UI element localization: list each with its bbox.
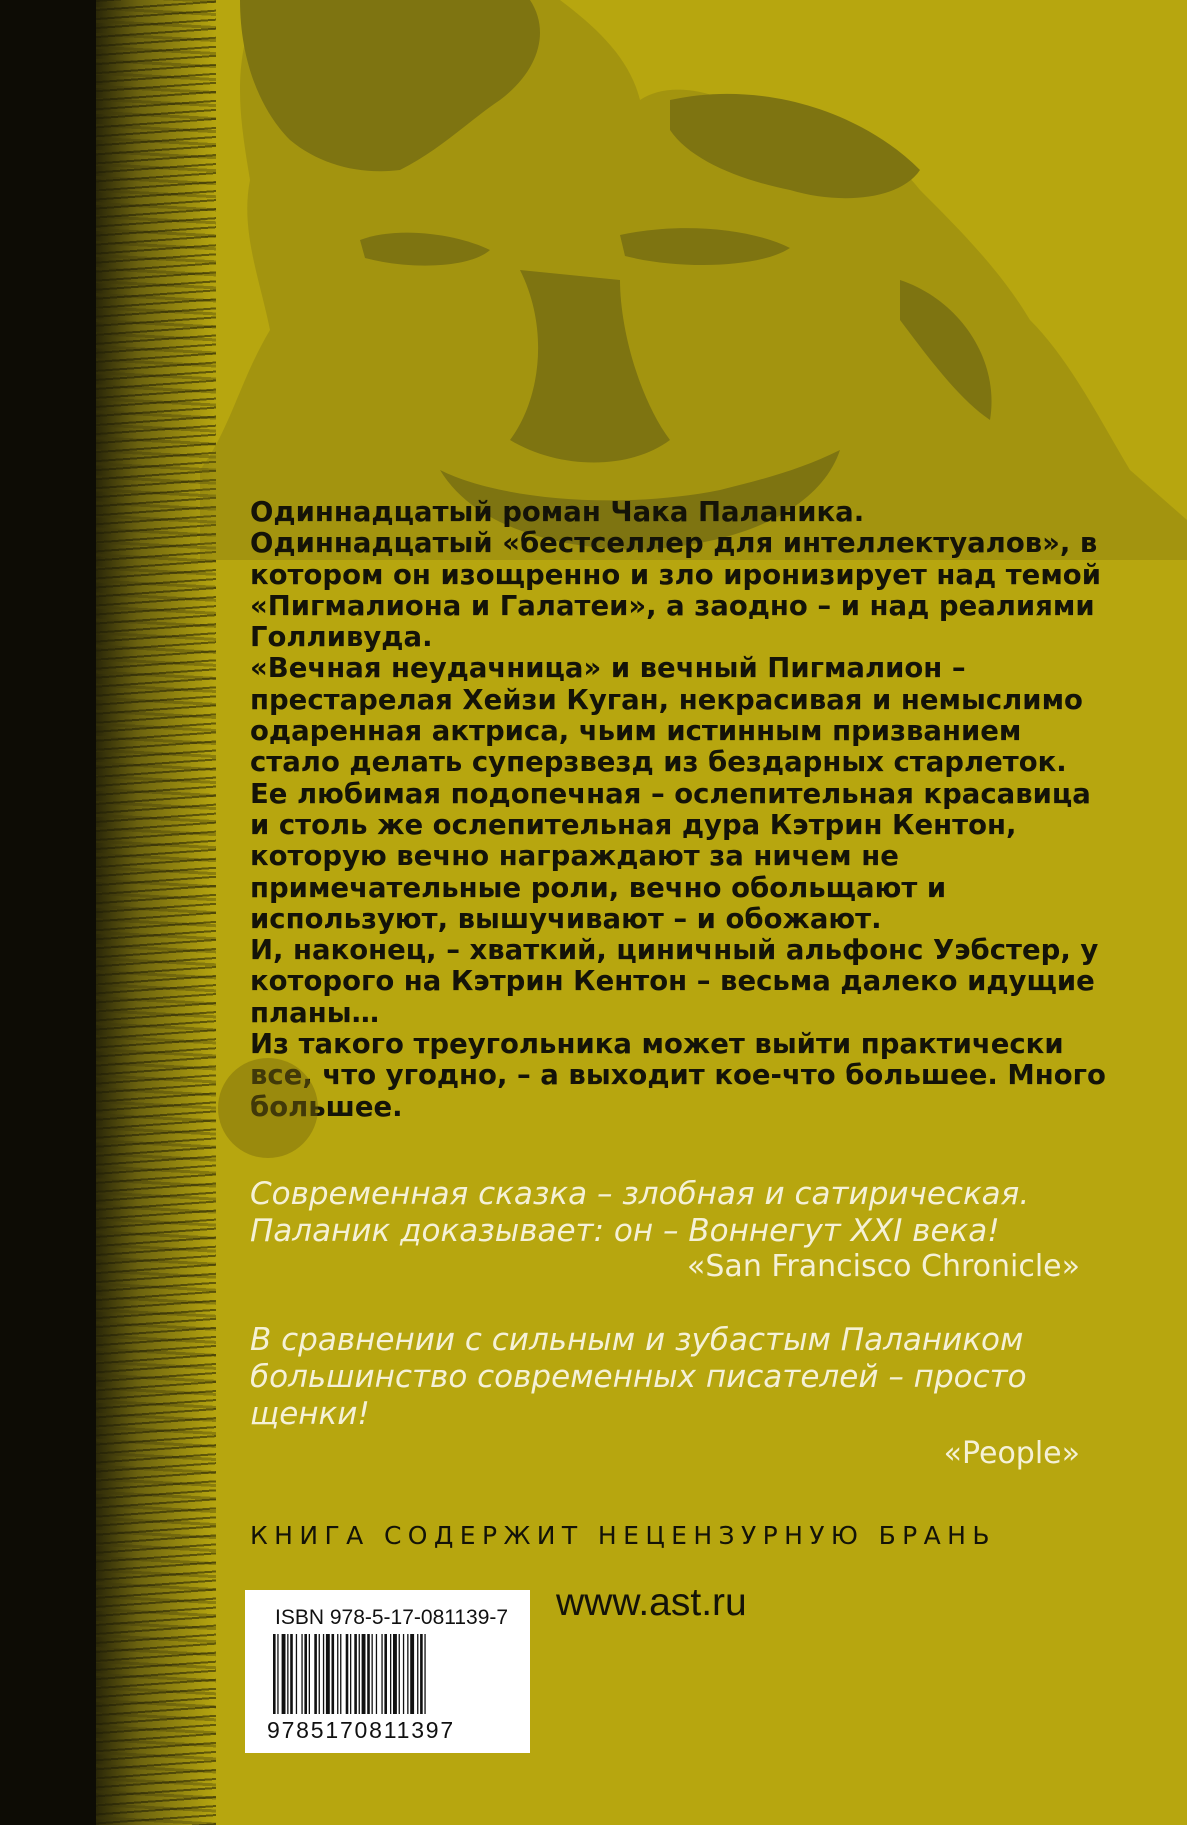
barcode-bar [326,1634,330,1714]
barcode-bar [287,1634,288,1714]
barcode-bar [301,1634,302,1714]
author-portrait [200,0,1187,560]
barcode-number: 9785170811397 [267,1717,455,1743]
barcode-bar [420,1634,423,1714]
barcode-bar [399,1634,400,1714]
barcode-bar [309,1634,310,1714]
barcode-bar [296,1634,297,1714]
quote-source: «San Francisco Chronicle» [687,1249,1080,1284]
barcode-bar [384,1634,387,1714]
review-quote [250,1176,1090,1250]
barcode-bar [393,1634,397,1714]
barcode-bar [367,1634,370,1714]
barcode-bar [403,1634,404,1714]
barcode-bar [354,1634,357,1714]
barcode-bar [372,1634,373,1714]
description-paragraph: Одиннадцатый роман Чака Паланика. [250,496,865,528]
barcode-bar [424,1634,425,1714]
publisher-website: www.ast.ru [556,1581,747,1624]
barcode-bar [376,1634,377,1714]
description-paragraph: Ее любимая подопечная – ослепительная красавица и столь же ослепительная дура Кэтрин Кентон, которую вечно награждают за ничем не примечательные роли, вечно обольщают и используют, вышучивают – и обожают. [250,777,1091,935]
barcode-image [273,1634,501,1714]
description-paragraph: Одиннадцатый «бестселлер для интеллектуалов», в котором он изощренно и зло иронизирует над темой «Пигмалиона и Галатеи», а заодно – и над реалиями Голливуда. [250,527,1101,654]
grunge-texture [96,0,216,1825]
barcode-bar [390,1634,391,1714]
barcode-bar [277,1634,278,1714]
barcode-bar [314,1634,317,1714]
barcode-bar [304,1634,307,1714]
barcode-bar [273,1634,276,1714]
content-warning: КНИГА СОДЕРЖИТ НЕЦЕНЗУРНУЮ БРАНЬ [250,1521,996,1550]
description-paragraph: И, наконец, – хваткий, циничный альфонс Уэбстер, у которого на Кэтрин Кентон – весьма далеко идущие планы… [250,934,1099,1029]
barcode-bar [417,1634,418,1714]
spine-edge [0,0,98,1825]
review-quote [250,1322,1090,1433]
quote-text: Современная сказка – злобная и сатирическая. Паланик доказывает: он – Воннегут XXI века! [250,1176,1030,1249]
quote-text: В сравнении с сильным и зубастым Палаником большинство современных писателей – просто щенки! [250,1322,1027,1432]
barcode-bar [410,1634,414,1714]
quote-source: «People» [943,1436,1080,1471]
barcode-bar [340,1634,341,1714]
book-description [250,497,1110,1123]
barcode-bar [332,1634,335,1714]
decorative-dot [218,1058,318,1158]
barcode-bar [350,1634,351,1714]
barcode-bar [362,1634,366,1714]
barcode-bar [290,1634,293,1714]
isbn-label: ISBN 978-5-17-081139-7 [275,1606,509,1629]
description-paragraph: «Вечная неудачница» и вечный Пигмалион – престарелая Хейзи Куган, некрасивая и немыслимо одаренная актриса, чьим истинным призванием стало делать суперзвезд из бездарных старлеток. [250,652,1083,779]
barcode-bar [346,1634,349,1714]
barcode-bar [282,1634,286,1714]
barcode-bar [337,1634,338,1714]
barcode-bar [359,1634,360,1714]
description-paragraph: Из такого треугольника может выйти практически все, что угодно, – а выходит кое-что большее. Много большее. [250,1028,1106,1123]
barcode-block [245,1590,530,1753]
barcode-bar [407,1634,408,1714]
barcode-bar [381,1634,382,1714]
barcode-bar [319,1634,320,1714]
barcode-bar [323,1634,324,1714]
